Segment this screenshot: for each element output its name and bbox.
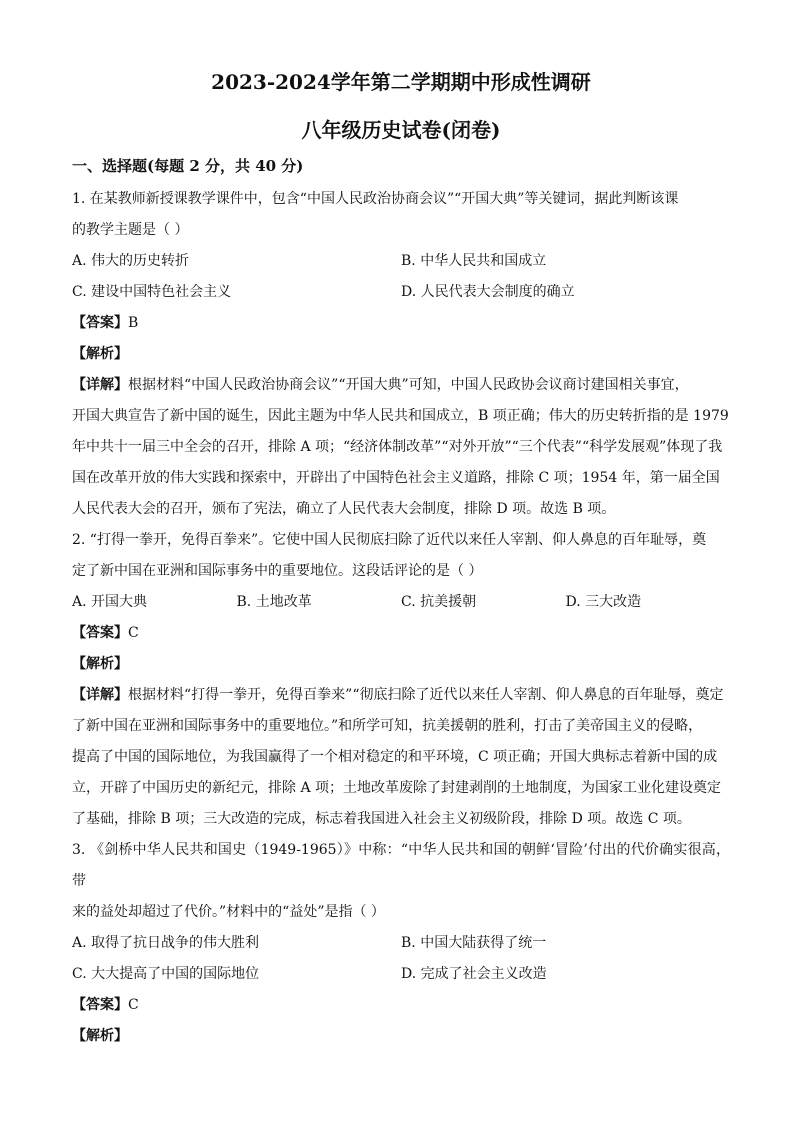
question-3-option-a: A. 取得了抗日战争的伟大胜利: [72, 935, 260, 951]
question-2-detail-line-2: 了新中国在亚洲和国际事务中的重要地位。”和所学可知，抗美援朝的胜利，打击了美帝国主义的侵略，: [72, 718, 703, 734]
question-1-answer: [72, 308, 730, 339]
question-1-option-c: C. 建设中国特色社会主义: [72, 284, 232, 300]
question-2-answer: [72, 618, 730, 649]
question-3-options: [72, 928, 730, 990]
question-3-analysis-label: 【解析】: [72, 1028, 128, 1044]
question-1-analysis-label: 【解析】: [72, 346, 128, 362]
answer-label: 【答案】: [72, 315, 128, 331]
question-2-analysis-label: 【解析】: [72, 656, 128, 672]
question-1-detail-line-3: 年中共十一届三中全会的召开，排除 A 项；“经济体制改革”“对外开放”“三个代表”“科学发展观”体现了我: [72, 439, 723, 455]
question-2-options: [72, 587, 730, 618]
exam-title: 2023-2024学年第二学期期中形成性调研: [211, 70, 591, 94]
question-2-option-d: D. 三大改造: [565, 594, 642, 610]
question-3-option-d: D. 完成了社会主义改造: [401, 966, 547, 982]
answer-label: 【答案】: [72, 997, 128, 1013]
question-2-stem-line-2: 定了新中国在亚洲和国际事务中的重要地位。这段话评论的是（ ）: [72, 563, 483, 579]
question-1-stem-line-2: 的教学主题是（ ）: [72, 222, 189, 238]
question-1: [72, 184, 730, 525]
question-2-detail-line-3: 提高了中国的国际地位，为我国赢得了一个相对稳定的和平环境，C 项正确；开国大典标志着新中国的成: [72, 749, 718, 765]
question-2-detail-line-4: 立，开辟了中国历史的新纪元，排除 A 项；土地改革废除了封建剥削的土地制度，为国家工业化建设奠定: [72, 780, 722, 796]
question-2-detail-line-5: 了基础，排除 B 项；三大改造的完成，标志着我国进入社会主义初级阶段，排除 D 项。故选 C 项。: [72, 811, 691, 827]
question-3-stem-line-2: 来的益处却超过了代价。”材料中的“益处”是指（ ）: [72, 904, 385, 920]
question-2-option-b: B. 土地改革: [236, 594, 312, 610]
detail-label: 【详解】: [72, 377, 128, 393]
question-1-options: [72, 246, 730, 308]
question-1-detail-line-5: 人民代表大会的召开，颁布了宪法，确立了人民代表大会制度，排除 D 项。故选 B 项。: [72, 501, 616, 517]
question-3-answer: [72, 990, 730, 1021]
question-3-option-c: C. 大大提高了中国的国际地位: [72, 966, 260, 982]
question-3-stem-line-1: 3. 《剑桥中华人民共和国史（1949-1965）》中称：“中华人民共和国的朝鲜‘冒险’付出的代价确实很高，带: [72, 842, 730, 889]
exam-subtitle: 八年级历史试卷(闭卷): [301, 118, 501, 142]
question-2-option-c: C. 抗美援朝: [401, 594, 477, 610]
question-1-option-b: B. 中华人民共和国成立: [401, 253, 547, 269]
question-2-stem-line-1: 2. “打得一拳开，免得百拳来”。它使中国人民彻底扫除了近代以来任人宰割、仰人鼻息的百年耻辱，奠: [72, 532, 707, 548]
question-1-stem-line-1: 1. 在某教师新授课教学课件中，包含“中国人民政治协商会议”“开国大典”等关键词，据此判断该课: [72, 191, 679, 207]
question-1-answer-value: B: [128, 315, 139, 331]
question-2-answer-value: C: [128, 625, 139, 641]
question-3-option-b: B. 中国大陆获得了统一: [401, 935, 547, 951]
question-1-detail-line-4: 国在改革开放的伟大实践和探索中，开辟出了中国特色社会主义道路，排除 C 项；1954 年，第一届全国: [72, 470, 720, 486]
question-3-answer-value: C: [128, 997, 139, 1013]
question-2-detail-line-1: 【详解】根据材料“打得一拳开，免得百拳来”“彻底扫除了近代以来任人宰割、仰人鼻息的百年耻辱，奠定: [72, 687, 724, 703]
question-1-detail-line-2: 开国大典宣告了新中国的诞生，因此主题为中华人民共和国成立，B 项正确；伟大的历史转折指的是 1979: [72, 408, 729, 424]
question-2-option-a: A. 开国大典: [72, 594, 148, 610]
question-2: [72, 525, 730, 835]
answer-label: 【答案】: [72, 625, 128, 641]
question-1-option-d: D. 人民代表大会制度的确立: [401, 284, 575, 300]
section-title: 一、选择题(每题 2 分，共 40 分): [72, 157, 304, 175]
detail-label: 【详解】: [72, 687, 128, 703]
question-1-option-a: A. 伟大的历史转折: [72, 253, 190, 269]
question-1-detail-line-1: 【详解】根据材料“中国人民政治协商会议”“开国大典”可知，中国人民政协会议商讨建国相关事宜，: [72, 377, 689, 393]
question-3: [72, 835, 730, 1052]
